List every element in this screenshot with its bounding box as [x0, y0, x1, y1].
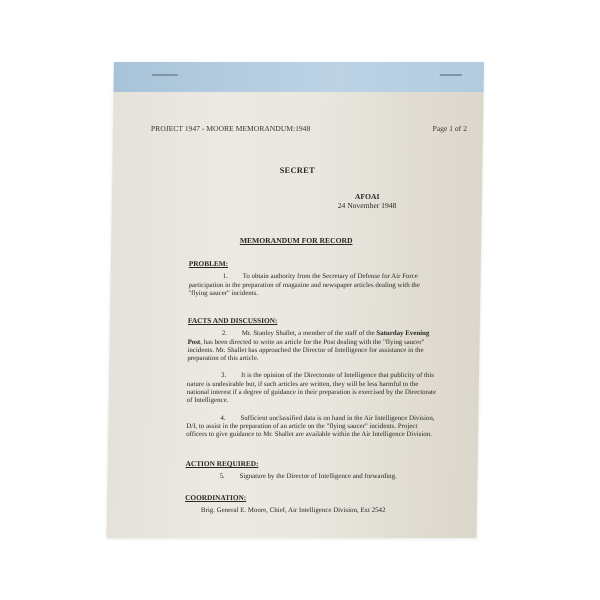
paragraph-number: 1.	[222, 273, 228, 281]
paragraph-5	[185, 473, 437, 481]
paragraph-2	[187, 330, 440, 363]
coordination-line: Brig. General E. Moore, Chief, Air Intelligence Division, Ext 2542	[200, 507, 386, 515]
paragraph-text: , has been directed to write an article for the Post dealing with the "flying saucer" incidents. Mr. Shallet has approached the Director of Intelligence for assistance in the preparation of this article.	[187, 338, 425, 363]
section-heading: ACTION REQUIRED:	[185, 459, 259, 468]
paragraph-text: Mr. Stanley Shallet, a member of the staff of the	[241, 330, 377, 338]
memo-date: 24 November 1948	[337, 201, 397, 210]
paragraph-1	[188, 273, 440, 298]
paragraph-4	[186, 415, 438, 440]
paragraph-text: Sufficient unclassified data is on hand in the Air Intelligence Division, D/I, to assist in the preparation of an article on the "flying saucer" incidents. Project officers to give guidance to Mr. Shallet are available within the Air Intelligence Division.	[186, 414, 435, 439]
paragraph-3	[187, 372, 440, 405]
paragraph-text: Signature by the Director of Intelligence and forwarding.	[239, 473, 397, 481]
header-project-title: PROJECT 1947 - MOORE MEMORANDUM:1948	[150, 124, 311, 133]
memorandum-sheet	[107, 62, 484, 538]
paragraph-number: 3.	[221, 372, 227, 380]
paragraph-text: It is the opinion of the Directorate of Intelligence that publicity of this nature is undesirable but, if such articles are written, they will be less harmful to the national interest if a degree of guidance in their preparation is exercised by the Directorate of Intelligence.	[186, 372, 436, 405]
page-number: Page 1 of 2	[432, 124, 468, 133]
paragraph-text: To obtain authority from the Secretary of Defense for Air Force participation in the preparation of magazine and newspaper articles dealing with the "flying saucer" incidents.	[188, 273, 420, 297]
section-heading: COORDINATION:	[185, 493, 247, 502]
memo-title: MEMORANDUM FOR RECORD	[239, 236, 353, 245]
section-facts-discussion	[186, 317, 440, 449]
office-code: AFOAI	[354, 192, 380, 201]
paragraph-number: 4.	[220, 414, 226, 422]
publication-name: Saturday Evening Post	[187, 330, 430, 346]
section-action-required	[185, 460, 437, 491]
classification-marking: SECRET	[279, 166, 316, 175]
section-coordination	[185, 494, 437, 516]
section-problem	[188, 260, 441, 307]
section-heading: FACTS AND DISCUSSION:	[187, 316, 278, 325]
section-heading: PROBLEM:	[188, 259, 229, 268]
document-body	[107, 62, 484, 538]
office-date-block	[338, 192, 397, 210]
page-header	[151, 124, 467, 133]
paragraph-number: 2.	[221, 330, 227, 338]
paragraph-number: 5.	[219, 473, 225, 481]
